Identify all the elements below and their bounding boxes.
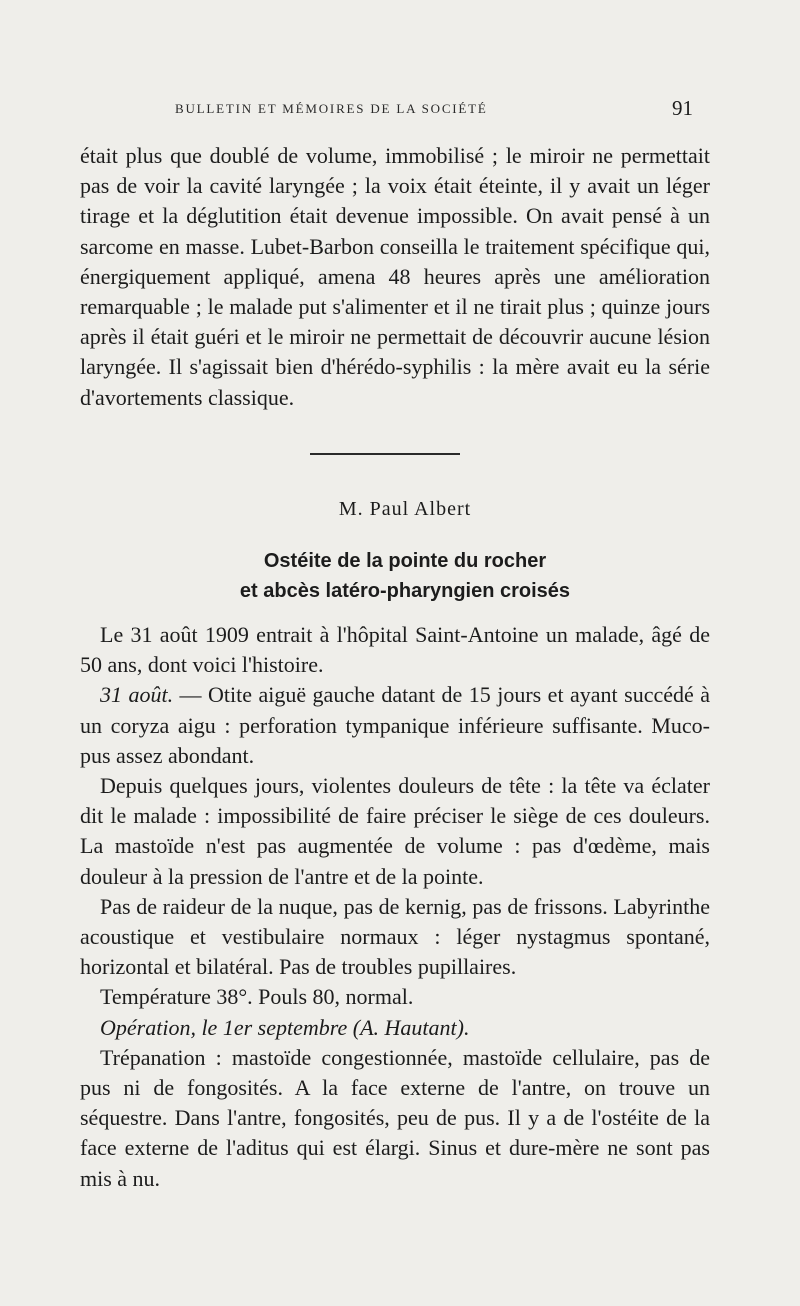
paragraph-neuro-exam: Pas de raideur de la nuque, pas de kernig, pas de frissons. Labyrinthe acoustique et vestibulaire normaux : léger nystagmus spontané, horizontal et bilatéral. Pas de troubles pupillaires.: [80, 893, 710, 980]
paragraph-vitals: Température 38°. Pouls 80, normal.: [100, 984, 414, 1010]
section-divider: [310, 453, 460, 455]
continued-paragraph: était plus que doublé de volume, immobilisé ; le miroir ne permettait pas de voir la cavité laryngée ; la voix était éteinte, il y avait un léger tirage et la déglutition était devenue impossible. On avait pensé à un sarcome en masse. Lubet-Barbon conseilla le traitement spécifique qui, énergiquement appliqué, amena 48 heures après une amélioration remarquable ; le malade put s'alimenter et il ne tirait plus ; quinze jours après il était guéri et le miroir ne permettait de découvrir aucune lésion laryngée. Il s'agissait bien d'hérédo-syphilis : la mère avait eu la série d'avortements classique.: [80, 143, 710, 410]
article-title-line-2: et abcès latéro-pharyngien croisés: [239, 580, 571, 603]
paragraph-31-aout: [80, 680, 710, 771]
entry-text: — Otite aiguë gauche datant de 15 jours et ayant succédé à un coryza aigu : perforation tympanique inférieure suffisante. Muco-pus assez abondant.: [80, 682, 710, 768]
entry-date: 31 août.: [100, 682, 174, 708]
paragraph-symptoms: Depuis quelques jours, violentes douleurs de tête : la tête va éclater dit le malade : impossibilité de faire préciser le siège de ces douleurs. La mastoïde n'est pas augmentée de volume : pas d'œdème, mais douleur à la pression de l'antre et de la pointe.: [80, 773, 710, 889]
article-title: [100, 546, 710, 606]
paragraph-trepanation: Trépanation : mastoïde congestionnée, mastoïde cellulaire, pas de pus ni de fongosités. A la face externe de l'antre, on trouve un séquestre. Dans l'antre, fongosités, peu de pus. Il y a de l'ostéite de la face externe de l'aditus qui est élargi. Sinus et dure-mère ne sont pas mis à nu.: [80, 1044, 710, 1191]
article-author: M. Paul Albert: [338, 497, 472, 520]
page-number: 91: [672, 96, 693, 120]
article-title-line-1: Ostéite de la pointe du rocher: [263, 550, 547, 573]
running-title: BULLETIN ET MÉMOIRES DE LA SOCIÉTÉ: [175, 101, 488, 116]
paragraph-operation: Opération, le 1er septembre (A. Hautant).: [100, 1014, 470, 1040]
paragraph-intro: Le 31 août 1909 entrait à l'hôpital Saint-Antoine un malade, âgé de 50 ans, dont voici l'histoire.: [80, 622, 710, 678]
page-body: [80, 141, 710, 1194]
